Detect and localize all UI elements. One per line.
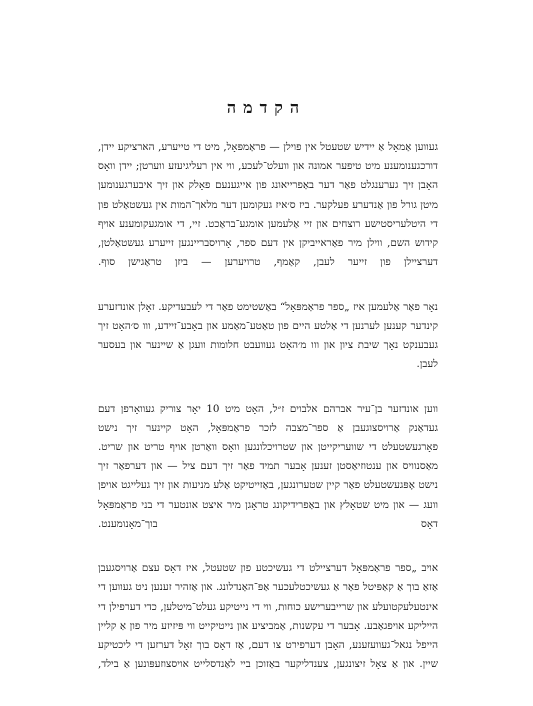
paragraph-1: געווען אַמאָל אַ יידיש שטעטל אין פוילן — פראַמפּאָל, מיט די טייערע, הארציקע יידן, דורכגענומענע מיט טיפער אמונה און וועלט־לעכע, ווי אין רעליגיעזע ווערטן; יידן וואָס האָבן זיך גערענגלט פאַר דער באַפרייאונג פון אייגענעם פאָלק און זיך איבערגענומען מיטן גורל פון אַנדערע פעלקער. ביז ס׳איז געקומען דער מלאך־המות אין געשטאַלט פון די היטלעריסטישע רוצחים און זיי אַלעמען אומגע־בראַכט. זיי, די אומגעקומענע אויף קידוש השם, ווילן מיר פאַראייביקן אין דעם ספר, אָרויסבריינגען זייערע געשטאַלטן, דערציילן פון זייער לעבן, קאַמף, טרויערען — ביזן טראַגישן סוף. — [98, 141, 438, 269]
paragraph-2: נאָר פאַר אַלעמען איז „ספר פראַמפּאָל“ באַשטימט פאַר די לעבעדיקע. זאָלן אונדזערע קינדער קענען לערנען די אַלטע היים פון טאַטע־מאַמע און באָבע־זיידע, ווו ס׳האָט זיך געבענקט נאָך שיבת ציון און ווו מ׳האָט געוועבט חלומות וועגן אַ שיינער און בעסער לעבן. — [98, 300, 438, 371]
paragraph-3: ווען אונדזער בן־עיר אברהם אלבוים ז״ל, האָט מיט 10 יאָר צוריק געוואָרפן דעם געדאַנק אַרויסצוגעבן אַ ספר־מצבה לזכר פראַמפּאָל, האָט קיינער זיך נישט פאָרגעשטעלט די שוועריקייטן און שטרויכלונגען וואָס וואַרטן אויף טריט און שריט. מאַסנוויס און ענטוזיאַסטן זענען אָבער תמיד פאַר זיך דעם ציל — און דערפאַר זיך נישט אָפּגעשטעלט פאַר קיין שטערונגען, באַזייטיקט אַלע מניעות און זיך געלייגט אויפן וועג — און מיט שטאָלץ און באַפרידיקונג טראָגן מיר איצט אונטער די בני פראַמפּאָל דאָס בוך־מאָנומענט. — [98, 402, 438, 530]
page-title: הקדמה — [226, 98, 307, 117]
paragraph-4: אויב „ספר פראַמפּאָל דערציילט די געשיכטע פון שטעטל, איז דאָס עצם אַרויסגעבן אַזאַ בוך אַ קאַפּיטל פאַר אַ געשיכטלעכער אַפּ־האַנדלונג. און אַזהיר זענען ניט געווען די אינטעלעקטועלע און שרייבערישע כוחות, ווי די נייטיקע געלט־מיטלען, כדי דערפילן די הייליקע אויפגאַבע. אָבער די עקשנות, אַמביציע און נייטיקייט ווי פּיזיזע מיר פון אַ קליין הייפל נגאל־געוועזענע, האָבן דערפירט צו דעם, אַז דאָס בוך זאָל דערזען די ליכטיקע שיין. און אַ צאָל זיצונגען, צענדליקער באַזוכן ביי לאַנדסלייט אויסצוזעפּונען אַ בילד, — [98, 562, 438, 671]
body-text — [98, 138, 438, 700]
